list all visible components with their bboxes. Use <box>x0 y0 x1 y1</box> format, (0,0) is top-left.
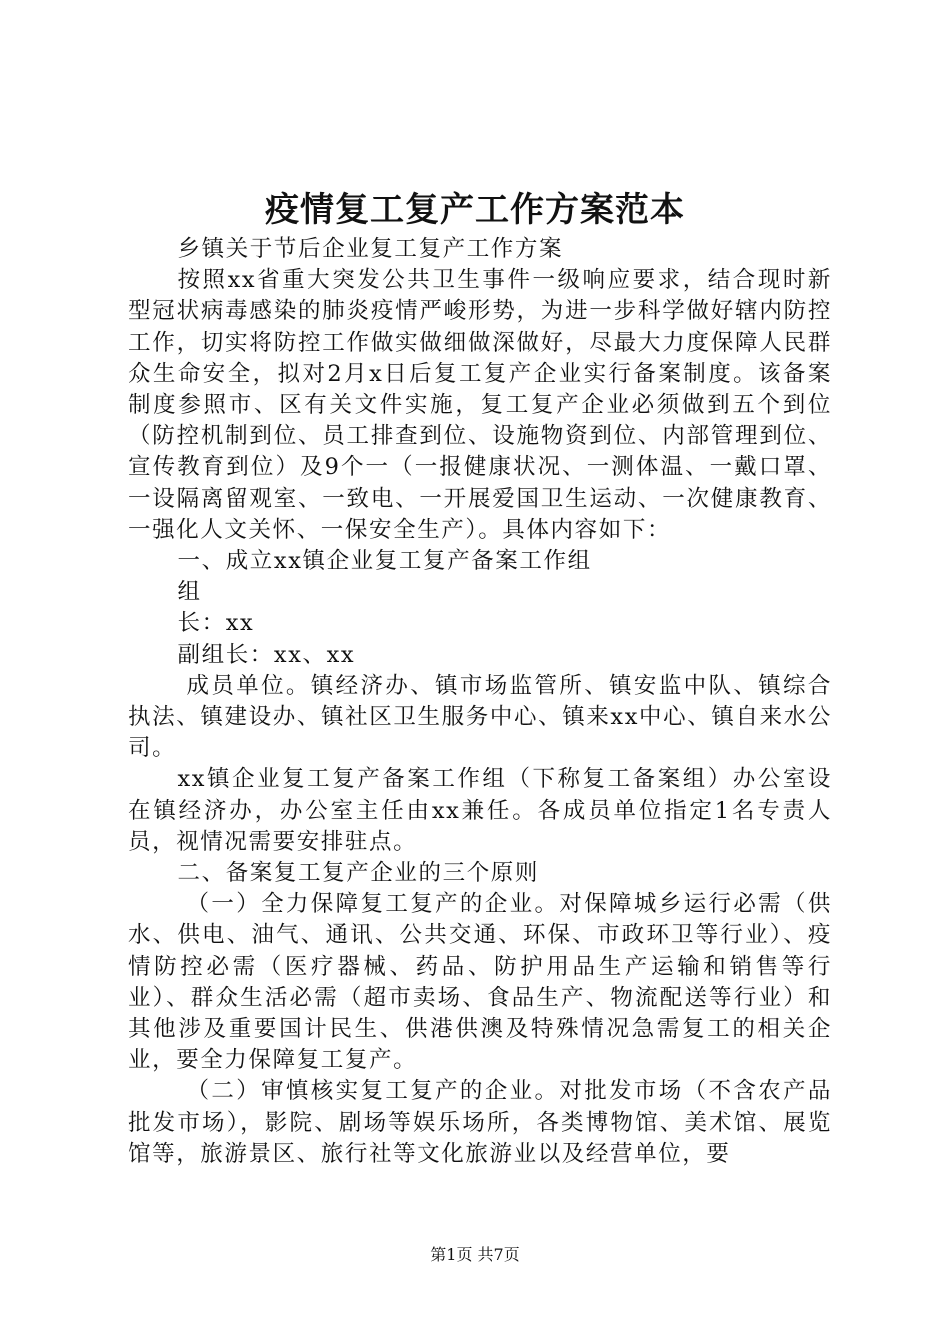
paragraph-deputy-leader: 副组长：xx、xx <box>177 641 356 668</box>
document-title: 疫情复工复产工作方案范本 <box>265 190 685 230</box>
section-heading-2: 二、备案复工复产企业的三个原则 <box>177 860 540 887</box>
paragraph-member-units: 成员单位。镇经济办、镇市场监管所、镇安监中队、镇综合执法、镇建设办、镇社区卫生服务中心、镇来xx中心、镇自来水公司。 <box>128 672 832 762</box>
document-body <box>128 234 832 1170</box>
paragraph-group-label: 组 <box>177 579 202 606</box>
paragraph-intro: 按照xx省重大突发公共卫生事件一级响应要求，结合现时新型冠状病毒感染的肺炎疫情严峻形势，为进一步科学做好辖内防控工作，切实将防控工作做实做细做深做好，尽最大力度保障人民群众生命安全，拟对2月x日后复工复产企业实行备案制度。该备案制度参照市、区有关文件实施，复工复产企业必须做到五个到位（防控机制到位、员工排查到位、设施物资到位、内部管理到位、宣传教育到位）及9个一（一报健康状况、一测体温、一戴口罩、一设隔离留观室、一致电、一开展爱国卫生运动、一次健康教育、一强化人文关怀、一保安全生产）。具体内容如下： <box>128 267 832 543</box>
paragraph-principle-1: （一）全力保障复工复产的企业。对保障城乡运行必需（供水、供电、油气、通讯、公共交通、环保、市政环卫等行业）、疫情防控必需（医疗器械、药品、防护用品生产运输和销售等行业）、群众生活必需（超市卖场、食品生产、物流配送等行业）和其他涉及重要国计民生、供港供澳及特殊情况急需复工的相关企业，要全力保障复工复产。 <box>128 891 832 1074</box>
section-heading-1: 一、成立xx镇企业复工复产备案工作组 <box>177 548 592 575</box>
paragraph-office: xx镇企业复工复产备案工作组（下称复工备案组）办公室设在镇经济办，办公室主任由xx兼任。各成员单位指定1名专责人员，视情况需要安排驻点。 <box>128 766 832 855</box>
page-footer: 第1页 共7页 <box>430 1245 520 1264</box>
paragraph-subtitle: 乡镇关于节后企业复工复产工作方案 <box>177 236 564 262</box>
paragraph-principle-2: （二）审慎核实复工复产的企业。对批发市场（不含农产品批发市场），影院、剧场等娱乐场所，各类博物馆、美术馆、展览馆等，旅游景区、旅行社等文化旅游业以及经营单位，要 <box>128 1078 832 1167</box>
paragraph-group-leader: 长：xx <box>177 610 255 637</box>
